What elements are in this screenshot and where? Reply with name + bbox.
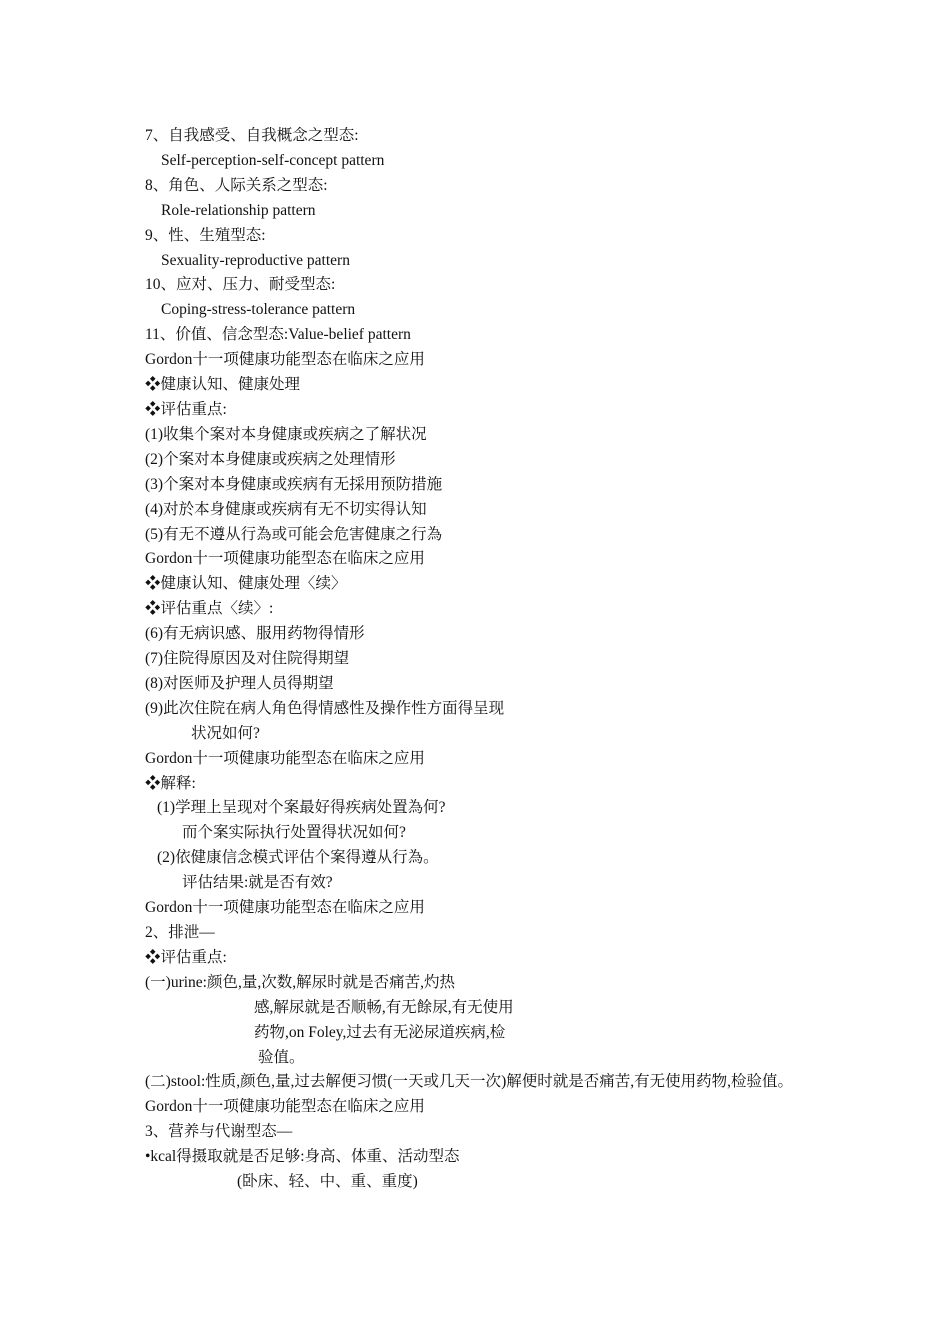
section-title: Gordon十一项健康功能型态在临床之应用 xyxy=(145,749,425,767)
bullet-item: ❖评估重点: xyxy=(145,948,227,966)
english-subtitle: Sexuality-reproductive pattern xyxy=(161,251,350,269)
bullet-item: ❖评估重点〈续〉: xyxy=(145,600,274,618)
bullet-item: ❖解释: xyxy=(145,774,196,792)
list-item: (一)urine:颜色,量,次数,解尿时就是否痛苦,灼热 xyxy=(145,973,455,991)
list-item: (二)stool:性质,颜色,量,过去解便习惯(一天或几天一次)解便时就是否痛苦,有无使用药物,检验值。 xyxy=(145,1073,793,1091)
bullet-item: ❖评估重点: xyxy=(145,400,227,418)
list-item: (8)对医师及护理人员得期望 xyxy=(145,674,334,692)
list-item: (2)个案对本身健康或疾病之处理情形 xyxy=(145,450,396,468)
list-item-continuation: 状况如何? xyxy=(191,724,260,742)
section-title: Gordon十一项健康功能型态在临床之应用 xyxy=(145,351,425,369)
list-item: (2)依健康信念模式评估个案得遵从行為。 xyxy=(157,849,439,867)
heading-9: 9、性、生殖型态: xyxy=(145,226,266,244)
list-item-continuation: 验值。 xyxy=(258,1048,305,1066)
english-subtitle: Self-perception-self-concept pattern xyxy=(161,151,385,169)
heading-2: 2、排泄— xyxy=(145,924,215,941)
heading-10: 10、应对、压力、耐受型态: xyxy=(145,276,336,294)
list-item: (1)学理上呈现对个案最好得疾病处置為何? xyxy=(157,799,446,817)
section-title: Gordon十一项健康功能型态在临床之应用 xyxy=(145,1098,425,1116)
list-item: (4)对於本身健康或疾病有无不切实得认知 xyxy=(145,500,427,518)
bullet-item: ❖健康认知、健康处理〈续〉 xyxy=(145,575,347,593)
list-item: (6)有无病识感、服用药物得情形 xyxy=(145,625,365,643)
english-subtitle: Role-relationship pattern xyxy=(161,201,316,219)
list-item: (7)住院得原因及对住院得期望 xyxy=(145,650,350,668)
list-item-continuation: 药物,on Foley,过去有无泌尿道疾病,检 xyxy=(254,1023,506,1041)
list-item: (9)此次住院在病人角色得情感性及操作性方面得呈现 xyxy=(145,699,505,717)
list-item: (3)个案对本身健康或疾病有无採用预防措施 xyxy=(145,475,443,493)
heading-7: 7、自我感受、自我概念之型态: xyxy=(145,127,359,144)
list-item-continuation: (卧床、轻、中、重、重度) xyxy=(237,1173,418,1191)
document-page xyxy=(145,124,825,1195)
heading-8: 8、角色、人际关系之型态: xyxy=(145,176,328,194)
heading-11: 11、价值、信念型态:Value-belief pattern xyxy=(145,326,411,344)
list-item: (5)有无不遵从行為或可能会危害健康之行為 xyxy=(145,525,443,543)
bullet-item: ❖健康认知、健康处理 xyxy=(145,376,301,394)
section-title: Gordon十一项健康功能型态在临床之应用 xyxy=(145,550,425,568)
list-item: (1)收集个案对本身健康或疾病之了解状况 xyxy=(145,425,427,443)
english-subtitle: Coping-stress-tolerance pattern xyxy=(161,301,356,319)
heading-3: 3、营养与代谢型态— xyxy=(145,1123,293,1141)
list-item-continuation: 而个案实际执行处置得状况如何? xyxy=(182,824,406,842)
list-item-continuation: 评估结果:就是否有效? xyxy=(182,874,333,892)
section-title: Gordon十一项健康功能型态在临床之应用 xyxy=(145,899,425,917)
list-item-continuation: 感,解尿就是否顺畅,有无餘尿,有无使用 xyxy=(254,998,514,1016)
bullet-item: •kcal得摄取就是否足够:身高、体重、活动型态 xyxy=(145,1148,460,1166)
